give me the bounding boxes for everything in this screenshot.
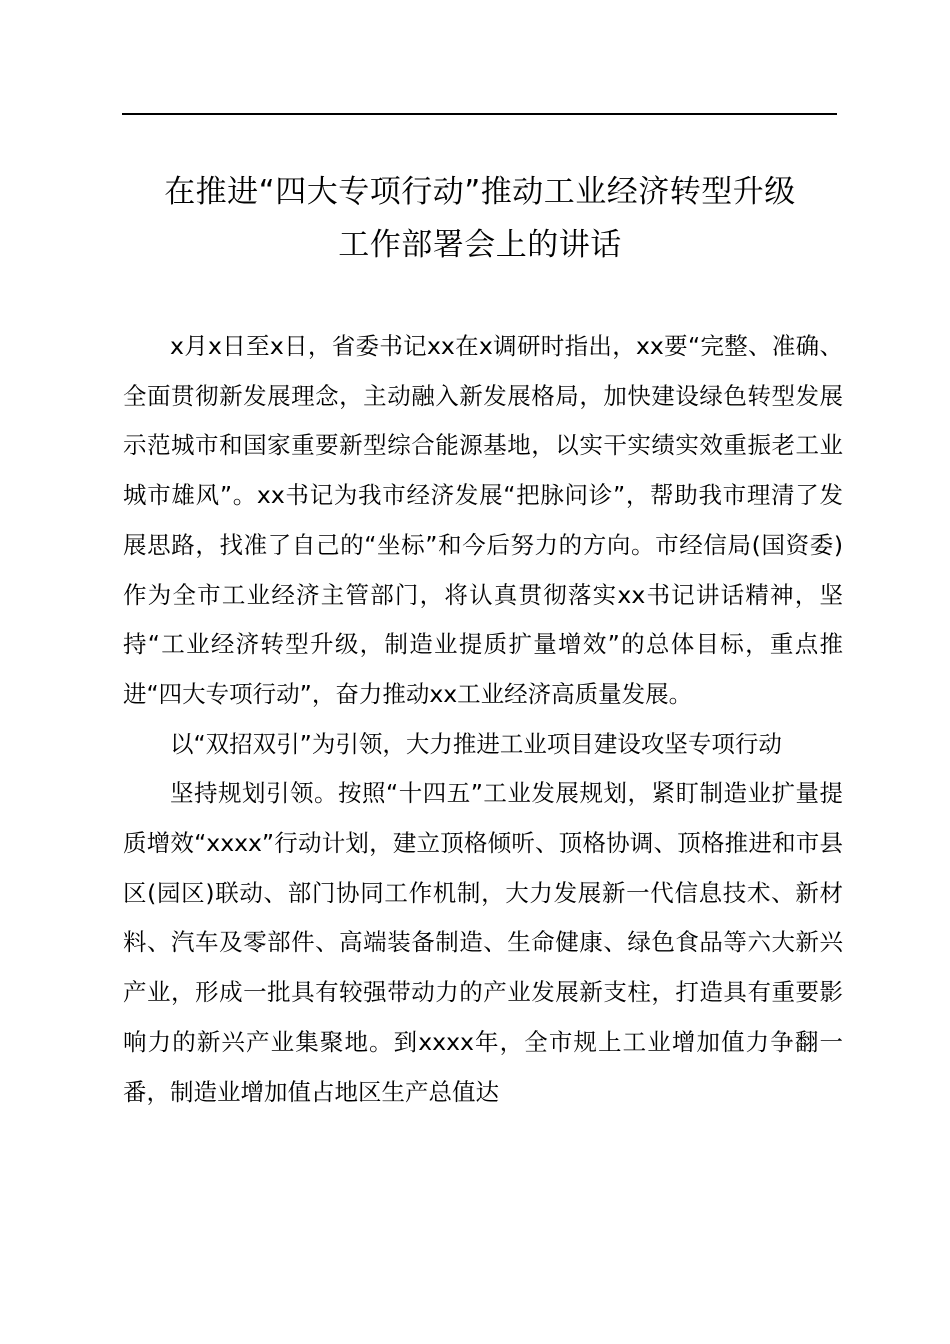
title-line-2: 工作部署会上的讲话	[338, 227, 622, 263]
header-rule	[122, 113, 837, 115]
paragraph-planning: 坚持规划引领。按照“十四五”工业发展规划，紧盯制造业扩量提质增效“xxxx”行动计划，建立顶格倾听、顶格协调、顶格推进和市县区(园区)联动、部门协同工作机制，大力发展新一代信息技术、新材料、汽车及零部件、高端装备制造、生命健康、绿色食品等六大新兴产业，形成一批具有较强带动力的产业发展新支柱，打造具有重要影响力的新兴产业集聚地。到xxxx年，全市规上工业增加值力争翻一番，制造业增加值占地区生产总值达	[123, 779, 843, 1106]
title-line-1: 在推进“四大专项行动”推动工业经济转型升级	[164, 174, 796, 210]
paragraph-intro: x月x日至x日，省委书记xx在x调研时指出，xx要“完整、准确、全面贯彻新发展理念，主动融入新发展格局，加快建设绿色转型发展示范城市和国家重要新型综合能源基地，以实干实绩实效重振老工业城市雄风”。xx书记为我市经济发展“把脉问诊”，帮助我市理清了发展思路，找准了自己的“坐标”和今后努力的方向。市经信局(国资委)作为全市工业经济主管部门，将认真贯彻落实xx书记讲话精神，坚持“工业经济转型升级，制造业提质扩量增效”的总体目标，重点推进“四大专项行动”，奋力推动xx工业经济高质量发展。	[123, 332, 843, 708]
document-body	[123, 322, 843, 1117]
document-title	[100, 166, 860, 272]
section-heading: 以“双招双引”为引领，大力推进工业项目建设攻坚专项行动	[170, 729, 782, 758]
